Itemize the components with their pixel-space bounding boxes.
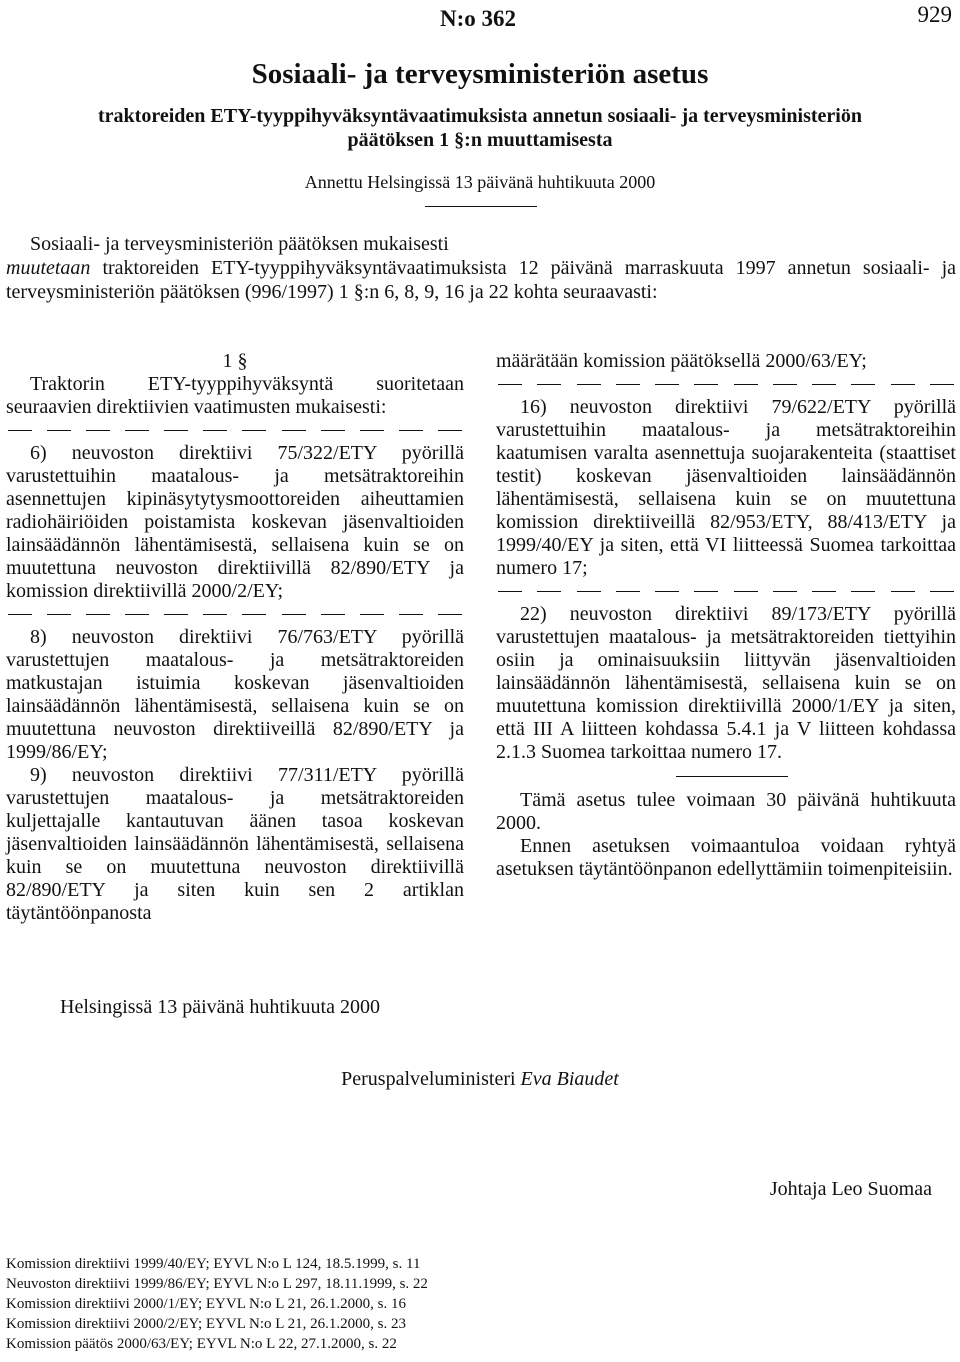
minister-signature xyxy=(0,1068,960,1091)
section-heading: 1 § xyxy=(222,350,248,372)
page-number: 929 xyxy=(917,2,952,27)
place-date: Helsingissä 13 päivänä huhtikuuta 2000 xyxy=(60,996,380,1018)
section-lead: Traktorin ETY-tyyppihyväksyntä suoritetaan seuraavien direktiivien vaatimusten mukaisesti: xyxy=(6,373,464,418)
intro-rest: traktoreiden ETY-tyyppihyväksyntävaatimuksista 12 päivänä marraskuuta 1997 annetun sosiaali- ja terveysministeriön päätöksen (996/1997) 1 §:n 6, 8, 9, 16 ja 22 kohta seuraavasti: xyxy=(6,257,956,303)
footnote: Komission direktiivi 2000/2/EY; EYVL N:o L 21, 26.1.2000, s. 23 xyxy=(6,1316,406,1332)
intro-line-1: Sosiaali- ja terveysministeriön päätöksen mukaisesti xyxy=(30,233,449,255)
item-9: 9) neuvoston direktiivi 77/311/ETY pyörillä varustettujen maatalous- ja metsätraktoreiden kuljettajalle kantautuvan äänen tasoa koskevan jäsenvaltioiden lainsäädännön lähentämisestä, sellaisena kuin se on muutettuna neuvoston direktiivillä 82/890/ETY ja siten kuin sen 2 artiklan täytäntöönpanosta xyxy=(6,764,464,924)
footnote: Neuvoston direktiivi 1999/86/EY; EYVL N:o L 297, 18.11.1999, s. 22 xyxy=(6,1276,428,1292)
page-title: Sosiaali- ja terveysministeriön asetus xyxy=(251,58,709,90)
minister-title: Peruspalveluministeri xyxy=(341,1068,521,1090)
prior-measures: Ennen asetuksen voimaantuloa voidaan ryhtyä asetuksen täytäntöönpanon edellyttämiin toimenpiteisiin. xyxy=(496,835,956,880)
intro-verb: muutetaan xyxy=(6,257,91,279)
item-8: 8) neuvoston direktiivi 76/763/ETY pyörillä varustettujen maatalous- ja metsätraktoreiden matkustajan istuimia koskevan jäsenvaltioiden lainsäädännön lähentämisestä, sellaisena kuin se on muutettuna neuvoston direktiiveillä 82/890/ETY ja 1999/86/EY; xyxy=(6,626,464,763)
item-22: 22) neuvoston direktiivi 89/173/ETY pyörillä varustettujen maatalous- ja metsätraktoreiden tiettyihin osiin ja ominaisuuksiin liittyvän jäsenvaltioiden lainsäädännön lähentämisestä, sellaisena kuin se on muutettuna komission direktiivillä 2000/1/EY ja siten, että III A liitteen kohdassa 5.4.1 ja V liitteen kohdassa 2.1.3 Suomea tarkoittaa numero 17. xyxy=(496,603,956,763)
right-column xyxy=(496,350,956,881)
omission-dashes xyxy=(6,419,464,442)
statute-number: N:o 362 xyxy=(440,6,517,31)
footnotes xyxy=(6,1254,428,1354)
footnote: Komission direktiivi 1999/40/EY; EYVL N:o L 124, 18.5.1999, s. 11 xyxy=(6,1256,421,1272)
dateline: Annettu Helsingissä 13 päivänä huhtikuuta 2000 xyxy=(304,172,656,192)
footnote: Komission päätös 2000/63/EY; EYVL N:o L 22, 27.1.2000, s. 22 xyxy=(6,1336,397,1352)
subtitle xyxy=(4,104,956,152)
divider xyxy=(676,776,788,777)
left-column xyxy=(6,350,464,925)
footnote: Komission direktiivi 2000/1/EY; EYVL N:o L 21, 26.1.2000, s. 16 xyxy=(6,1296,406,1312)
divider xyxy=(425,206,537,207)
item-9-continuation: määrätään komission päätöksellä 2000/63/EY; xyxy=(496,350,867,372)
subtitle-line-1: traktoreiden ETY-tyyppihyväksyntävaatimuksista annetun sosiaali- ja terveysministeriön xyxy=(98,105,862,127)
omission-dashes xyxy=(496,580,956,603)
omission-dashes xyxy=(6,603,464,626)
item-6: 6) neuvoston direktiivi 75/322/ETY pyörillä varustettuihin maatalous- ja metsätraktoreihin asennettujen kipinäsytytysmoottoreiden aiheuttamien radiohäiriöiden poistamista koskevan jäsenvaltioiden lainsäädännön lähentämisestä, sellaisena kuin se on muutettuna neuvoston direktiivillä 82/890/ETY ja komission direktiivillä 2000/2/EY; xyxy=(6,442,464,602)
intro-body xyxy=(6,256,956,304)
omission-dashes xyxy=(496,373,956,396)
director-signature: Johtaja Leo Suomaa xyxy=(769,1178,932,1200)
intro-paragraph xyxy=(6,232,956,304)
entry-into-force: Tämä asetus tulee voimaan 30 päivänä huhtikuuta 2000. xyxy=(496,789,956,834)
minister-name: Eva Biaudet xyxy=(520,1068,619,1090)
item-16: 16) neuvoston direktiivi 79/622/ETY pyörillä varustettuihin maatalous- ja metsätraktoreihin kaatumisen varalta asennettuja suojarakenteita (staattiset testit) koskevan jäsenvaltioiden lainsäädännön lähentämisestä, sellaisena kuin se on muutettuna komission direktiiveillä 82/953/ETY, 88/413/ETY ja 1999/40/EY ja siten, että VI liitteessä Suomea tarkoittaa numero 17; xyxy=(496,396,956,579)
subtitle-line-2: päätöksen 1 §:n muuttamisesta xyxy=(347,129,613,151)
